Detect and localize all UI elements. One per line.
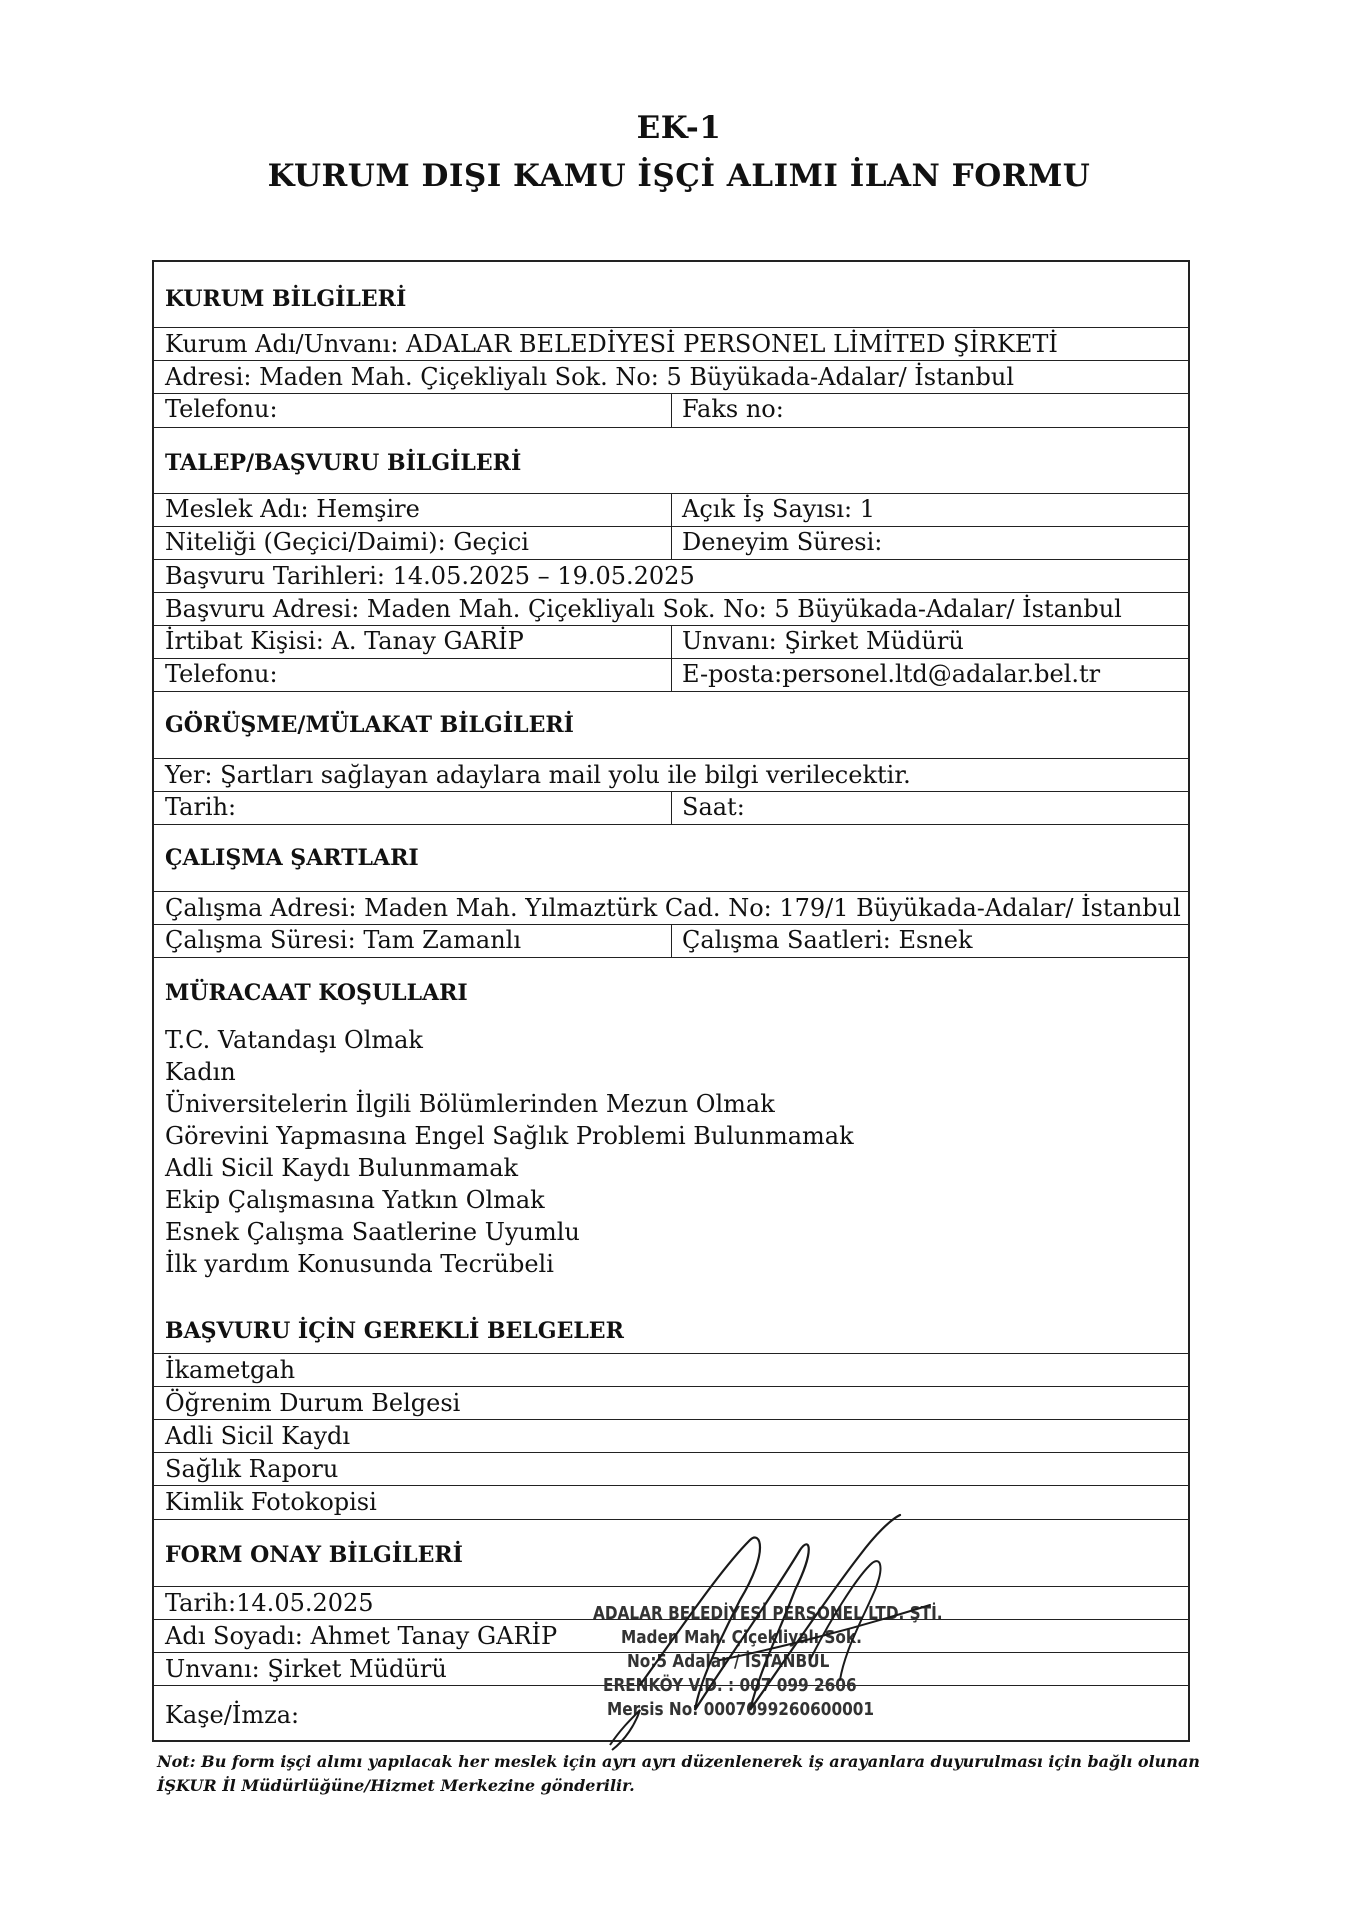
- section-muracaat: [154, 958, 1188, 1298]
- footer-note: [157, 1750, 1202, 1798]
- onay-tarih: Tarih:14.05.2025: [165, 1589, 374, 1617]
- list-item: Kadın: [165, 1058, 236, 1086]
- belge-item: Kimlik Fotokopisi: [165, 1488, 377, 1516]
- section-heading: TALEP/BAŞVURU BİLGİLERİ: [165, 450, 522, 476]
- section-heading: KURUM BİLGİLERİ: [165, 286, 407, 312]
- gorusme-yer: Yer: Şartları sağlayan adaylara mail yolu ile bilgi verilecektir.: [165, 761, 911, 789]
- talep-eposta: E-posta:personel.ltd@adalar.bel.tr: [671, 659, 1100, 691]
- section-talep: [154, 428, 1188, 494]
- note-text: Bu form işçi alımı yapılacak her meslek için ayrı ayrı düzenlenerek iş arayanlara duyurulması için bağlı olunan İŞKUR İl Müdürlüğüne/Hizmet Merkezine gönderilir.: [157, 1752, 1200, 1795]
- section-heading: MÜRACAAT KOŞULLARI: [165, 980, 468, 1006]
- gorusme-tarih: Tarih:: [165, 793, 237, 821]
- row-kurum-name: [154, 328, 1188, 361]
- nitelik: Niteliği (Geçici/Daimi): Geçici: [165, 528, 529, 556]
- acik-is-sayisi: Açık İş Sayısı: 1: [671, 494, 875, 526]
- list-item: T.C. Vatandaşı Olmak: [165, 1026, 423, 1054]
- section-heading: GÖRÜŞME/MÜLAKAT BİLGİLERİ: [165, 712, 574, 738]
- section-heading: BAŞVURU İÇİN GEREKLİ BELGELER: [165, 1318, 624, 1344]
- belge-item: İkametgah: [165, 1356, 296, 1384]
- row-gorusme-yer: [154, 759, 1188, 792]
- talep-telefon: Telefonu:: [165, 660, 278, 688]
- stamp-line: ADALAR BELEDİYESİ PERSONEL LTD. ŞTİ.: [593, 1603, 943, 1624]
- row-nitelik: [154, 527, 1188, 560]
- row-kurum-phone: [154, 394, 1188, 428]
- stamp-line: Maden Mah. Çiçekliyalı Sok.: [621, 1627, 862, 1648]
- list-item: Görevini Yapmasına Engel Sağlık Problemi Bulunmamak: [165, 1122, 854, 1150]
- row-tarihler: [154, 560, 1188, 593]
- irtibat-unvan: Unvanı: Şirket Müdürü: [671, 626, 964, 658]
- basvuru-adresi: Başvuru Adresi: Maden Mah. Çiçekliyalı Sok. No: 5 Büyükada-Adalar/ İstanbul: [165, 595, 1122, 623]
- section-belgeler: [154, 1298, 1188, 1354]
- section-heading: ÇALIŞMA ŞARTLARI: [165, 845, 419, 871]
- list-item: Adli Sicil Kaydı Bulunmamak: [165, 1154, 519, 1182]
- kurum-phone: Telefonu:: [165, 395, 278, 423]
- row-kurum-address: [154, 361, 1188, 394]
- row-irtibat: [154, 626, 1188, 659]
- list-item: İlk yardım Konusunda Tecrübeli: [165, 1250, 554, 1278]
- signature-icon: [600, 1510, 960, 1760]
- muracaat-list: [165, 1024, 854, 1280]
- section-kurum: [154, 262, 1188, 328]
- row-belge: [154, 1453, 1188, 1486]
- calisma-saatleri: Çalışma Saatleri: Esnek: [671, 925, 973, 957]
- kurum-address: Adresi: Maden Mah. Çiçekliyalı Sok. No: 5 Büyükada-Adalar/ İstanbul: [165, 363, 1015, 391]
- stamp-line: ERENKÖY V.D. : 007 099 2606: [603, 1675, 857, 1696]
- section-heading: FORM ONAY BİLGİLERİ: [165, 1542, 463, 1568]
- section-gorusme: [154, 692, 1188, 759]
- list-item: Üniversitelerin İlgili Bölümlerinden Mezun Olmak: [165, 1090, 775, 1118]
- row-calisma-sure: [154, 925, 1188, 958]
- row-belge: [154, 1420, 1188, 1453]
- row-calisma-adres: [154, 892, 1188, 925]
- stamp-line: Mersis No: 0007099260600001: [607, 1699, 875, 1720]
- form-title: KURUM DIŞI KAMU İŞÇİ ALIMI İLAN FORMU: [267, 158, 1091, 194]
- note-prefix: Not:: [157, 1752, 196, 1771]
- form-code: EK-1: [636, 110, 722, 146]
- row-gorusme-tarih: [154, 792, 1188, 825]
- belge-item: Öğrenim Durum Belgesi: [165, 1389, 461, 1417]
- calisma-adresi: Çalışma Adresi: Maden Mah. Yılmaztürk Cad. No: 179/1 Büyükada-Adalar/ İstanbul: [165, 894, 1181, 922]
- basvuru-tarihleri: Başvuru Tarihleri: 14.05.2025 – 19.05.2025: [165, 562, 695, 590]
- onay-kase: Kaşe/İmza:: [165, 1701, 300, 1729]
- kurum-name: Kurum Adı/Unvanı: ADALAR BELEDİYESİ PERSONEL LİMİTED ŞİRKETİ: [165, 330, 1058, 358]
- onay-unvan: Unvanı: Şirket Müdürü: [165, 1655, 447, 1683]
- belge-item: Sağlık Raporu: [165, 1455, 339, 1483]
- row-iletisim: [154, 659, 1188, 692]
- deneyim: Deneyim Süresi:: [671, 527, 882, 559]
- irtibat-kisisi: İrtibat Kişisi: A. Tanay GARİP: [165, 627, 524, 655]
- belge-item: Adli Sicil Kaydı: [165, 1422, 351, 1450]
- calisma-suresi: Çalışma Süresi: Tam Zamanlı: [165, 926, 522, 954]
- gorusme-saat: Saat:: [671, 792, 745, 824]
- stamp-line: No:5 Adalar / İSTANBUL: [627, 1651, 830, 1672]
- kurum-fax: Faks no:: [671, 394, 784, 427]
- row-basvuru-adres: [154, 593, 1188, 626]
- list-item: Esnek Çalışma Saatlerine Uyumlu: [165, 1218, 580, 1246]
- meslek: Meslek Adı: Hemşire: [165, 495, 420, 523]
- row-belge: [154, 1387, 1188, 1420]
- onay-adsoyad: Adı Soyadı: Ahmet Tanay GARİP: [165, 1622, 558, 1650]
- list-item: Ekip Çalışmasına Yatkın Olmak: [165, 1186, 545, 1214]
- section-calisma: [154, 825, 1188, 892]
- row-belge: [154, 1354, 1188, 1387]
- row-meslek: [154, 494, 1188, 527]
